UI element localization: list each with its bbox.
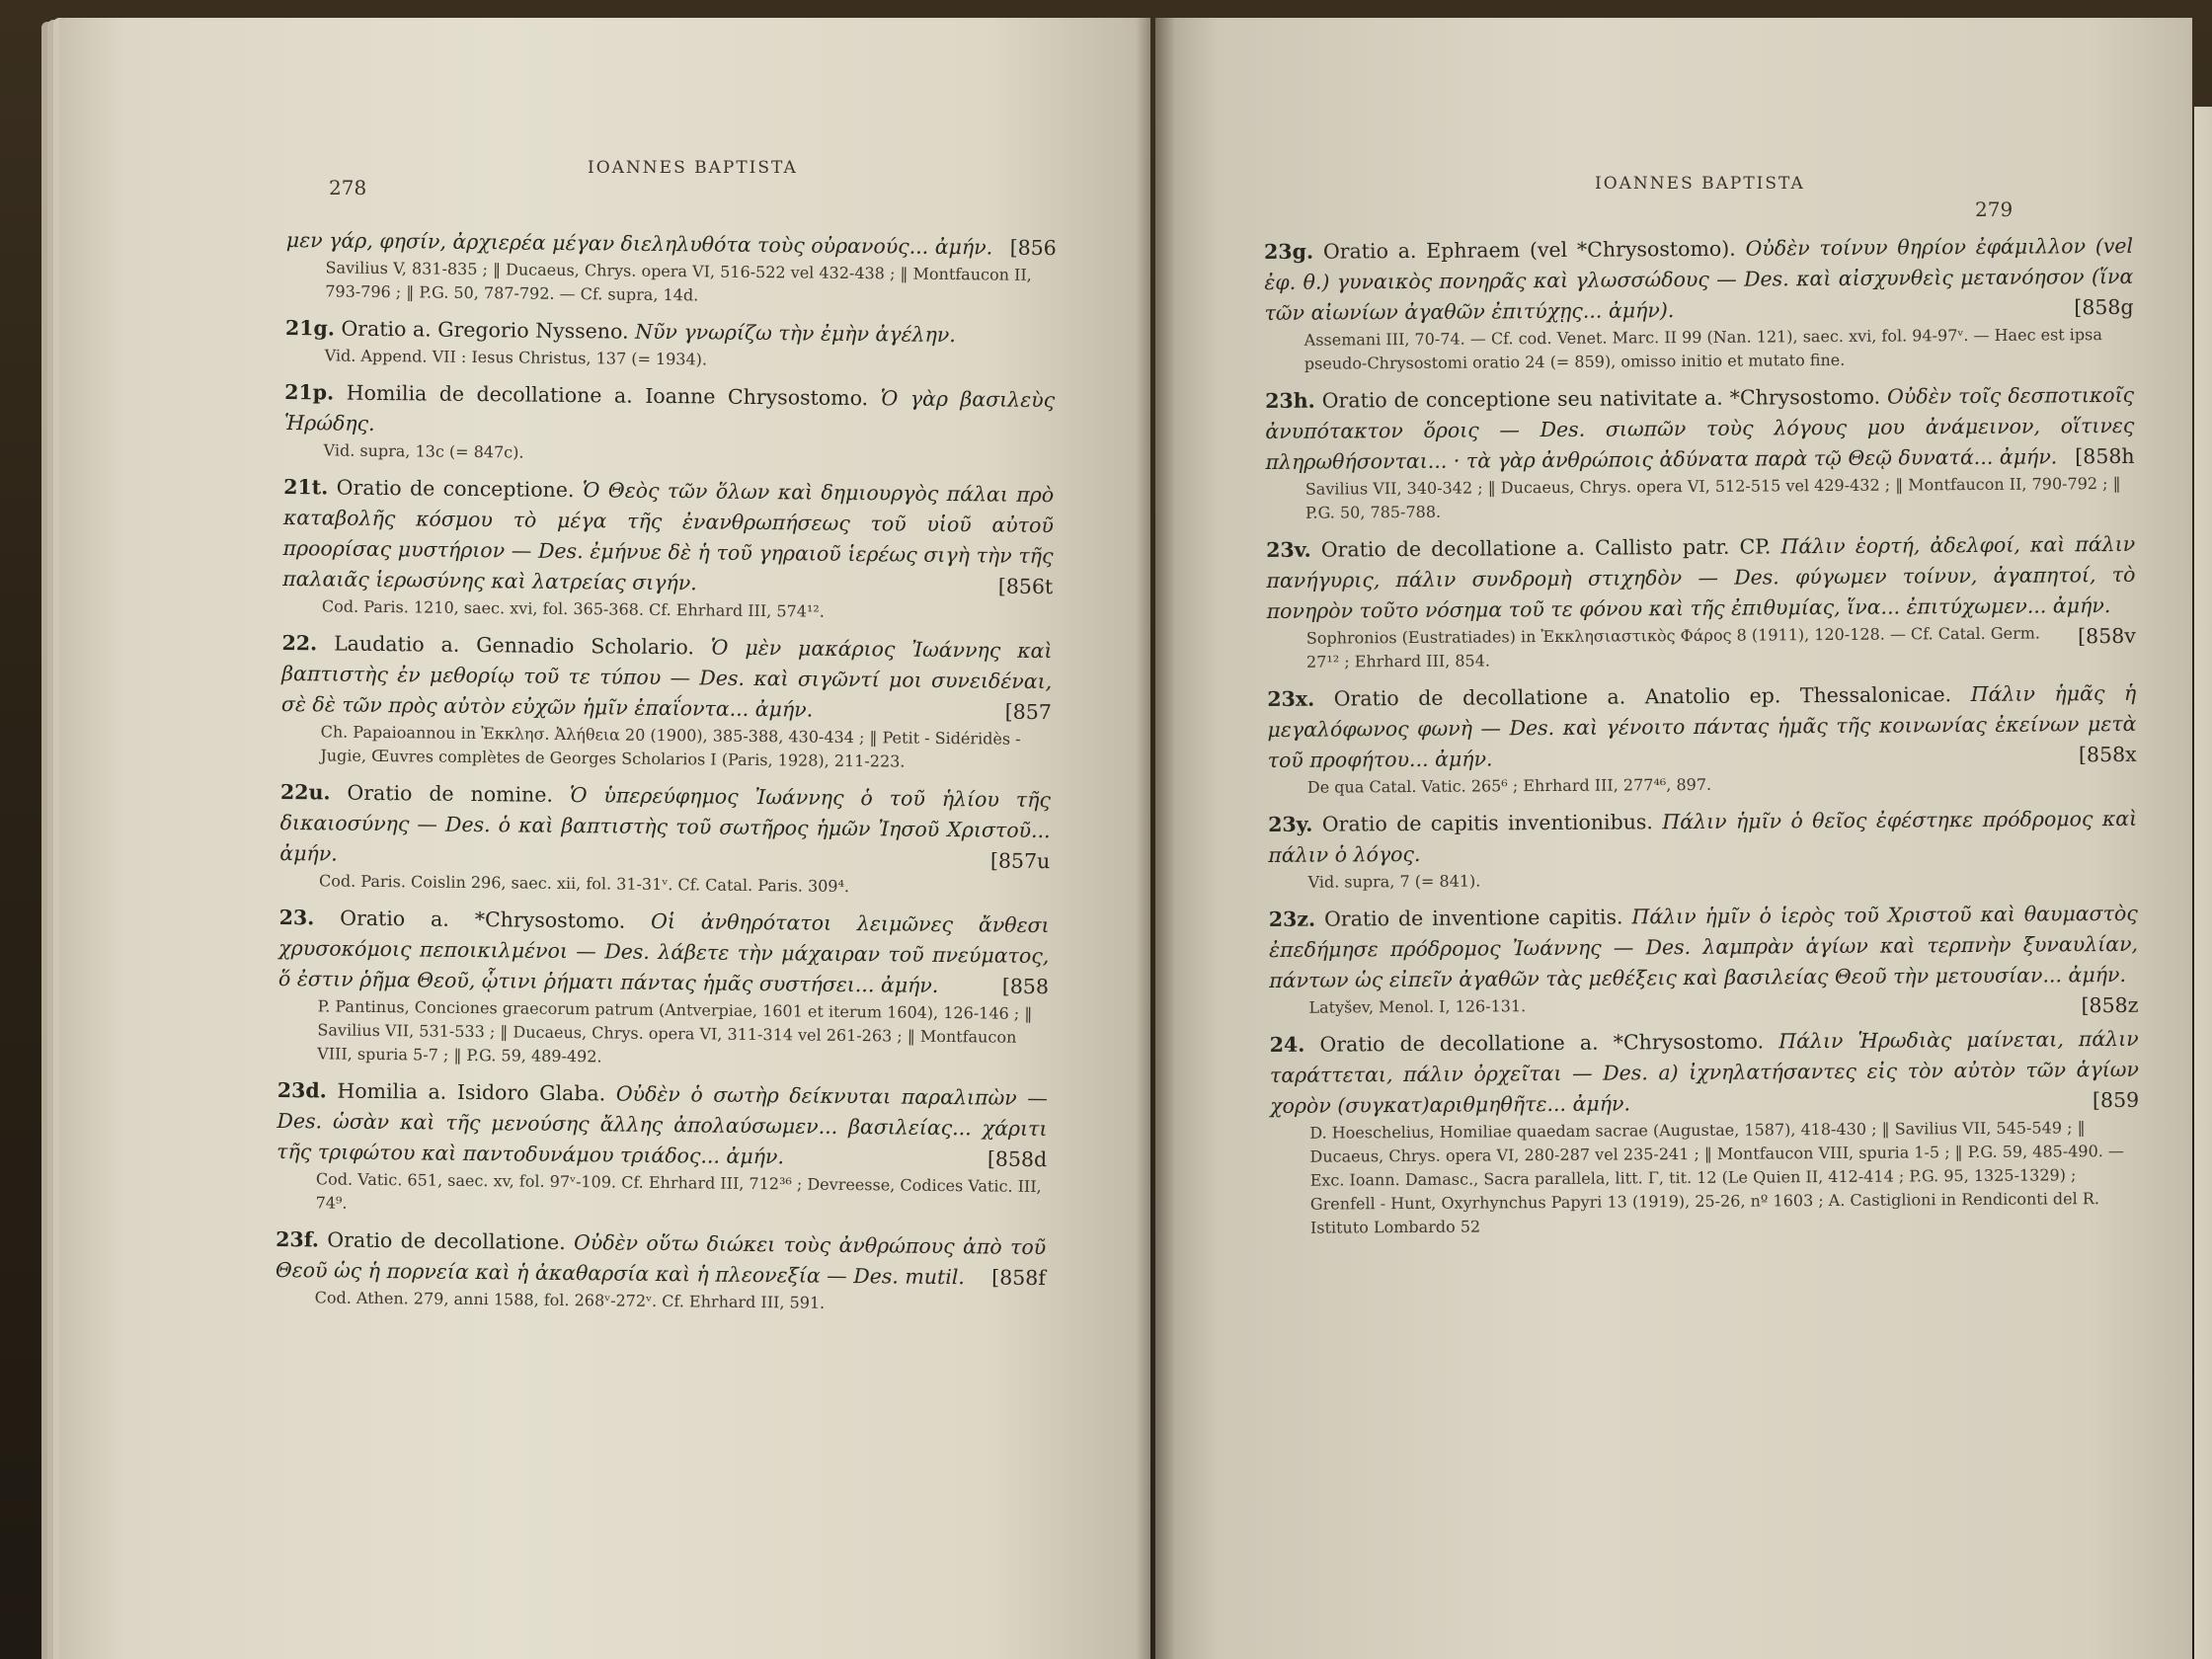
entry-title: Oratio a. Ephraem (vel *Chrysostomo). [1322, 236, 1736, 264]
entry-number: 23f. [276, 1226, 320, 1252]
entry-incipit: Πάλιν Ἡρωδιὰς μαίνεται, πάλιν ταράττεται, πάλιν ὀρχεῖται — Des. a) ἰχνηλατήσαντες εἰς τὸν αὐτὸν τῶν ἁγίων χορὸν (συγκατ)αριθμηθῆτε... ἀμήν. [1269, 1026, 2139, 1118]
entry-number: 23z. [1268, 907, 1316, 931]
entry-reference: [858g [2074, 294, 2134, 320]
entry-incipit: Οἱ ἀνθηρότατοι λειμῶνες ἄνθεσι χρυσοκόμοις πεποικιλμένοι — Des. λάβετε τὴν μάχαιραν τοῦ πνεύματος, ὅ ἐστιν ῥῆμα Θεοῦ, ᾧτινι ῥήματι πάντας ἡμᾶς συστήσει... ἀμήν. [277, 908, 1050, 997]
entry-text [1265, 380, 2135, 478]
left-page [59, 18, 1150, 1659]
entry-reference: [857 [1004, 699, 1053, 725]
entry-text [1268, 804, 2137, 871]
entry-bibliography: Vid. supra, 7 (= 841). [1307, 871, 1481, 892]
entry-bibliography: Ch. Papaioannou in Ἐκκλησ. Ἀλήθεια 20 (1900), 385-388, 430-434 ; ‖ Petit - Sidéridès - Jugie, Œuvres complètes de Georges Scholarios I (Paris, 1928), 211-223. [320, 722, 1021, 771]
entry-number: 23v. [1266, 537, 1311, 562]
text-column [1264, 231, 2140, 1250]
catalog-entry [276, 1075, 1048, 1223]
catalog-entry [284, 313, 1056, 375]
entry-number: 23d. [276, 1077, 327, 1103]
running-head: IOANNES BAPTISTA [588, 158, 798, 178]
entry-number: 22. [281, 630, 318, 656]
entry-text [281, 628, 1053, 728]
entry-title: Oratio de decollatione. [327, 1227, 566, 1255]
entry-number: 21g. [284, 315, 336, 341]
entry-reference: [858x [2078, 742, 2137, 767]
entry-number: 23g. [1264, 239, 1314, 264]
catalog-entry [1265, 380, 2135, 525]
entry-title: Oratio de decollatione a. Callisto patr. CP. [1320, 534, 1772, 562]
entry-title: Oratio de capitis inventionibus. [1321, 810, 1653, 836]
catalog-entry [285, 225, 1057, 311]
entry-bibliography: De qua Catal. Vatic. 265⁶ ; Ehrhard III, 277⁴⁶, 897. [1306, 774, 1712, 797]
catalog-entry [277, 903, 1050, 1073]
entry-bibliography: Sophronios (Eustratiades) in Ἐκκλησιαστικὸς Φάρος 8 (1911), 120-128. — Cf. Catal. Germ. 27¹² ; Ehrhard III, 854. [1305, 623, 2041, 672]
entry-number: 23y. [1268, 812, 1313, 836]
page-edge [2194, 107, 2212, 1659]
entry-number: 21t. [283, 474, 329, 500]
entry-text [282, 472, 1054, 602]
entry-bibliography: D. Hoeschelius, Homiliae quaedam sacrae (Augustae, 1587), 418-430 ; ‖ Savilius VII, 545-549 ; ‖ Ducaeus, Chrys. opera VI, 280-287 vel 235-241 ; ‖ Montfaucon VIII, spuria 1-5 ; ‖ P.G. 59, 485-490. — Exc. Ioann. Damasc., Sacra parallela, litt. Γ, tit. 12 (Le Quien II, 412-414 ; P.G. 95, 1325-1329) ; Grenfell - Hunt, Oxyrhynchus Papyri 13 (1919), 25-26, nº 1603 ; A. Castiglioni in Rendiconti del R. Istituto Lombardo 52 [1309, 1118, 2124, 1237]
catalog-entry [282, 472, 1055, 626]
book-gutter [1136, 18, 1175, 1659]
page-number: 279 [1975, 198, 2014, 221]
entry-reference: [858z [2081, 992, 2139, 1018]
entry-title: Laudatio a. Gennadio Scholario. [334, 631, 695, 660]
entry-title: Oratio de nomine. [347, 780, 554, 807]
catalog-entry [1267, 678, 2137, 800]
entry-incipit: Ὁ γὰρ βασιλεὺς Ἡρώδης. [283, 386, 1056, 435]
entry-text [276, 1224, 1047, 1294]
entry-reference: [858d [987, 1146, 1048, 1172]
entry-bibliography: Assemani III, 70-74. — Cf. cod. Venet. Marc. II 99 (Nan. 121), saec. xvi, fol. 94-97ᵛ. — Haec est ipsa pseudo-Chrysostomi oratio 24 (= 859), omisso initio et mutato fine. [1304, 325, 2102, 373]
entry-text [279, 777, 1051, 877]
entry-bibliography: Vid. Append. VII : Iesus Christus, 137 (= 1934). [324, 346, 708, 369]
entry-title: Homilia de decollatione a. Ioanne Chrysostomo. [346, 380, 869, 411]
entry-number: 23x. [1267, 686, 1315, 711]
entry-incipit: Οὐδὲν οὕτω διώκει τοὺς ἀνθρώπους ἀπὸ τοῦ Θεοῦ ὡς ἡ πορνεία καὶ ἡ ἀκαθαρσία καὶ ἡ πλεονεξία — Des. mutil. [275, 1230, 1047, 1290]
right-page [1155, 18, 2192, 1659]
catalog-entry [1264, 231, 2134, 376]
entry-incipit: μεν γάρ, φησίν, ἀρχιερέα μέγαν διεληλυθότα τοὺς οὐρανούς... ἀμήν. [285, 227, 993, 260]
entry-incipit: Νῦν γνωρίζω τὴν ἐμὴν ἀγέλην. [634, 319, 956, 348]
entry-reference: [857u [989, 848, 1051, 874]
entry-title: Oratio de inventione capitis. [1323, 905, 1623, 931]
entry-reference: [858h [2075, 443, 2135, 469]
entry-reference: [858 [1001, 974, 1050, 999]
catalog-entry [279, 777, 1051, 901]
text-column [275, 225, 1057, 1327]
entry-text [278, 903, 1050, 1002]
entry-number: 24. [1269, 1032, 1305, 1057]
entry-title: Oratio de conceptione. [336, 475, 575, 503]
entry-bibliography: Cod. Paris. 1210, saec. xvi, fol. 365-368. Cf. Ehrhard III, 574¹². [321, 596, 825, 621]
entry-incipit: Ὁ μὲν μακάριος Ἰωάννης καὶ βαπτιστὴς ἐν μεθορίῳ τοῦ τε τύπου — Des. καὶ σιγῶντί μοι συνειδέναι, σὲ δὲ τῶν πρὸς αὐτὸν εὐχῶν ἡμῖν ἐπαΐοντα... ἀμήν. [280, 635, 1053, 722]
entry-incipit: Οὐδὲν τοίνυν θηρίον ἐφάμιλλον (vel ἐφ. θ.) γυναικὸς πονηρᾶς καὶ γλωσσώδους — Des. καὶ αἰσχυνθεὶς μετανόησον (ἵνα τῶν αἰωνίων ἀγαθῶν ἐπιτύχῃς... ἀμήν). [1264, 233, 2134, 325]
catalog-entry [276, 1224, 1047, 1317]
entry-title: Oratio de decollatione a. Anatolio ep. Thessalonicae. [1333, 682, 1952, 711]
entry-incipit: Οὐδὲν τοῖς δεσποτικοῖς ἀνυπότακτον ὅροις — Des. σιωπῶν τοὺς λόγους μου ἀνάμεινον, οἵτινες πληρωθήσονται... · τὰ γὰρ ἀνθρώποις ἀδύνατα παρὰ τῷ Θεῷ δυνατά... ἀμήν. [1265, 382, 2135, 474]
entry-number: 21p. [284, 379, 335, 405]
entry-number: 23. [278, 905, 315, 930]
entry-title: Homilia a. Isidoro Glaba. [337, 1078, 606, 1106]
entry-reference: [859 [2092, 1087, 2140, 1113]
entry-incipit: Πάλιν ἡμῖν ὁ θεῖος ἐφέστηκε πρόδρομος καὶ πάλιν ὁ λόγος. [1268, 806, 2138, 867]
entry-text [1267, 678, 2137, 776]
entry-incipit: Πάλιν ἡμῖν ὁ ἱερὸς τοῦ Χριστοῦ καὶ θαυμαστὸς ἐπεδήμησε πρόδρομος Ἰωάννης — Des. λαμπρὰν ἁγίων καὶ τερπνὴν ξυναυλίαν, πάντων ὡς εἰπεῖν ἀγαθῶν τὰς μεθέξεις καὶ βασιλείας Θεοῦ τὴν μετουσίαν... ἀμήν. [1268, 901, 2139, 992]
entry-text [284, 377, 1056, 446]
entry-incipit: Ὁ ὑπερεύφημος Ἰωάννης ὁ τοῦ ἡλίου τῆς δικαιοσύνης — Des. ὁ καὶ βαπτιστὴς τοῦ σωτῆρος ἡμῶν Ἰησοῦ Χριστοῦ... ἀμήν. [279, 783, 1052, 866]
entry-number: 23h. [1265, 388, 1315, 413]
entry-reference: [858f [991, 1265, 1047, 1291]
catalog-entry [283, 377, 1055, 470]
entry-reference: [858v [2078, 623, 2136, 649]
entry-bibliography: Latyšev, Menol. I, 126-131. [1308, 996, 1527, 1017]
catalog-entry [1269, 899, 2139, 1020]
entry-bibliography: Savilius VII, 340-342 ; ‖ Ducaeus, Chrys. opera VI, 512-515 vel 429-432 ; ‖ Montfaucon II, 790-792 ; ‖ P.G. 50, 785-788. [1304, 473, 2121, 522]
entry-title: Oratio a. Gregorio Nysseno. [341, 316, 629, 344]
entry-incipit: Ὁ Θεὸς τῶν ὅλων καὶ δημιουργὸς πάλαι πρὸ καταβολῆς κόσμου τὸ μέγα τῆς ἐνανθρωπήσεως τοῦ υἱοῦ αὐτοῦ προορίσας μυστήριον — Des. ἐμήνυε δὲ ἡ τοῦ γηραιοῦ ἱερέως σιγὴ τὴν τῆς παλαιᾶς ἱερωσύνης καὶ λατρείας σιγήν. [282, 478, 1055, 595]
entry-reference: [856 [1009, 235, 1057, 261]
entry-title: Oratio de conceptione seu nativitate a. *Chrysostomo. [1321, 384, 1881, 413]
entry-incipit: Πάλιν ἑορτή, ἀδελφοί, καὶ πάλιν πανήγυρις, πάλιν συνδρομὴ στιχηδὸν — Des. φύγωμεν τοίνυν, ἀγαπητοί, τὸ πονηρὸν τοῦτο νόσημα τοῦ τε φόνου καὶ τῆς ἐπιθυμίας, ἵνα... ἐπιτύχωμεν... ἀμήν. [1266, 531, 2136, 623]
page-number: 278 [329, 176, 367, 199]
catalog-entry [280, 628, 1052, 775]
entry-bibliography: Savilius V, 831-835 ; ‖ Ducaeus, Chrys. opera VI, 516-522 vel 432-438 ; ‖ Montfaucon II, 793-796 ; ‖ P.G. 50, 787-792. — Cf. supra, 14d. [325, 258, 1032, 305]
entry-text [1264, 231, 2134, 329]
entry-title: Oratio de decollatione a. *Chrysostomo. [1319, 1029, 1765, 1057]
entry-incipit: Οὐδὲν ὁ σωτὴρ δείκνυται παραλιπὼν — Des. ὡσὰν καὶ τῆς μενούσης ἄλλης ἀπολαύσωμεν... βασιλείας... χάριτι τῆς τριφώτου καὶ παντοδυνάμου τριάδος... ἀμήν. [276, 1081, 1048, 1169]
running-head: IOANNES BAPTISTA [1595, 174, 1805, 194]
entry-title: Oratio a. *Chrysostomo. [340, 906, 626, 933]
entry-bibliography: P. Pantinus, Conciones graecorum patrum (Antverpiae, 1601 et iterum 1604), 126-146 ; ‖ Savilius VII, 531-533 ; ‖ Ducaeus, Chrys. opera VI, 311-314 vel 261-263 ; ‖ Montfaucon VIII, spuria 5-7 ; ‖ P.G. 59, 489-492. [317, 996, 1033, 1066]
entry-bibliography: Cod. Athen. 279, anni 1588, fol. 268ᵛ-272ᵛ. Cf. Ehrhard III, 591. [314, 1288, 826, 1312]
entry-number: 22u. [279, 779, 331, 805]
entry-reference: [856t [997, 574, 1054, 599]
catalog-entry [1266, 529, 2136, 674]
entry-text [1270, 1024, 2140, 1122]
entry-text [276, 1075, 1048, 1175]
entry-bibliography: Cod. Vatic. 651, saec. xv, fol. 97ᵛ-109. Cf. Ehrhard III, 712³⁶ ; Devreesse, Codices Vatic. III, 74⁹. [315, 1169, 1042, 1213]
catalog-entry [1270, 1024, 2140, 1240]
entry-bibliography: Cod. Paris. Coislin 296, saec. xii, fol. 31-31ᵛ. Cf. Catal. Paris. 309⁴. [318, 871, 850, 897]
entry-bibliography: Vid. supra, 13c (= 847c). [323, 440, 524, 462]
open-book [30, 18, 2202, 1659]
entry-incipit: Πάλιν ἡμᾶς ἡ μεγαλόφωνος φωνὴ — Des. καὶ γένοιτο πάντας ἡμᾶς τῆς κοινωνίας ἐκείνων μετὰ τοῦ προφήτου... ἀμήν. [1267, 680, 2137, 772]
catalog-entry [1268, 804, 2138, 895]
